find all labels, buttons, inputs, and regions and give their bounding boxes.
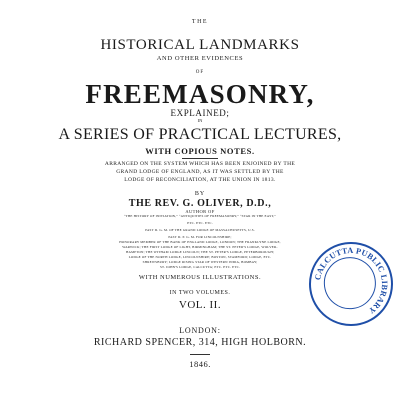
credentials-line-2: ETC. ETC. ETC. bbox=[187, 221, 213, 225]
subtitle-explained: EXPLAINED; bbox=[170, 108, 230, 118]
author-of-label: AUTHOR OF bbox=[185, 209, 215, 214]
illustrations-note: WITH NUMEROUS ILLUSTRATIONS. bbox=[138, 274, 262, 281]
title-freemasonry: FREEMASONRY, bbox=[85, 79, 315, 109]
leading-the: THE bbox=[191, 19, 209, 25]
library-stamp bbox=[304, 237, 399, 332]
author-name: THE REV. G. OLIVER, D.D., bbox=[128, 198, 272, 209]
imprint-rule bbox=[190, 354, 210, 355]
credentials-line-3: PAST D. G. M. OF THE GRAND LODGE OF MASSACHUSETTS, U.S. bbox=[145, 228, 255, 232]
arrangement-line-2: GRAND LODGE OF ENGLAND, AS IT WAS SETTLED BY THE bbox=[116, 169, 284, 175]
divider-rule bbox=[182, 158, 218, 159]
credentials-line-7: HAMPTON; THE WITHAM LODGE LINCOLN; THE ST. PETER'S LODGE, PETERBOROUGH; bbox=[125, 250, 275, 254]
credentials-line-9: SHREWSBURY; LODGE RISING STAR OF WESTERN INDIA, BOMBAY; bbox=[142, 260, 258, 264]
two-volumes-note: IN TWO VOLUMES. bbox=[169, 290, 231, 296]
arrangement-line-3: LODGE OF RECONCILIATION, AT THE UNION IN 1813. bbox=[124, 177, 276, 183]
arrangement-line-1: ARRANGED ON THE SYSTEM WHICH HAS BEEN ENJOINED BY THE bbox=[104, 161, 296, 167]
stamp-text: CALCUTTA PUBLIC LIBRARY bbox=[313, 245, 390, 316]
subtitle-series-of-lectures: A SERIES OF PRACTICAL LECTURES, bbox=[58, 126, 342, 143]
subtitle-in: IN bbox=[197, 118, 203, 123]
subtitle-of: OF bbox=[195, 70, 205, 75]
volume-number: VOL. II. bbox=[178, 299, 222, 311]
imprint-city: LONDON: bbox=[179, 326, 221, 335]
credentials-line-5: HONORARY MEMBER OF THE BANK OF ENGLAND LODGE, LONDON; THE FRANKLYNE LODGE, bbox=[119, 240, 281, 244]
credentials-line-8: LODGE OF THE NORTH LODGE, LINCOLNSHIRE; BOSTON, STAMFORD; LODGE, ETC. bbox=[128, 255, 272, 259]
credentials-line-6: WARWICK; THE FIRST LODGE OF LIGHT, BIRMINGHAM; THE ST. PETER'S LODGE, WOLVER- bbox=[122, 245, 278, 249]
credentials-line-4: PAST D. P. G. M. FOR LINCOLNSHIRE; bbox=[168, 235, 232, 239]
imprint-publisher: RICHARD SPENCER, 314, HIGH HOLBORN. bbox=[93, 337, 307, 348]
by-line: BY bbox=[194, 191, 206, 197]
imprint-year: 1846. bbox=[189, 359, 211, 369]
subtitle-copious-notes: WITH COPIOUS NOTES. bbox=[145, 146, 255, 156]
credentials-line-1: “THE HISTORY OF INITIATION,” “ANTIQUITIES OF FREEMASONRY,” “STAR IN THE EAST,” bbox=[123, 214, 277, 218]
credentials-line-10: ST. JOHN'S LODGE, CALCUTTA; ETC. ETC. ETC. bbox=[159, 265, 240, 269]
subtitle-other-evidences: AND OTHER EVIDENCES bbox=[156, 55, 244, 62]
title-historical-landmarks: HISTORICAL LANDMARKS bbox=[100, 37, 300, 53]
